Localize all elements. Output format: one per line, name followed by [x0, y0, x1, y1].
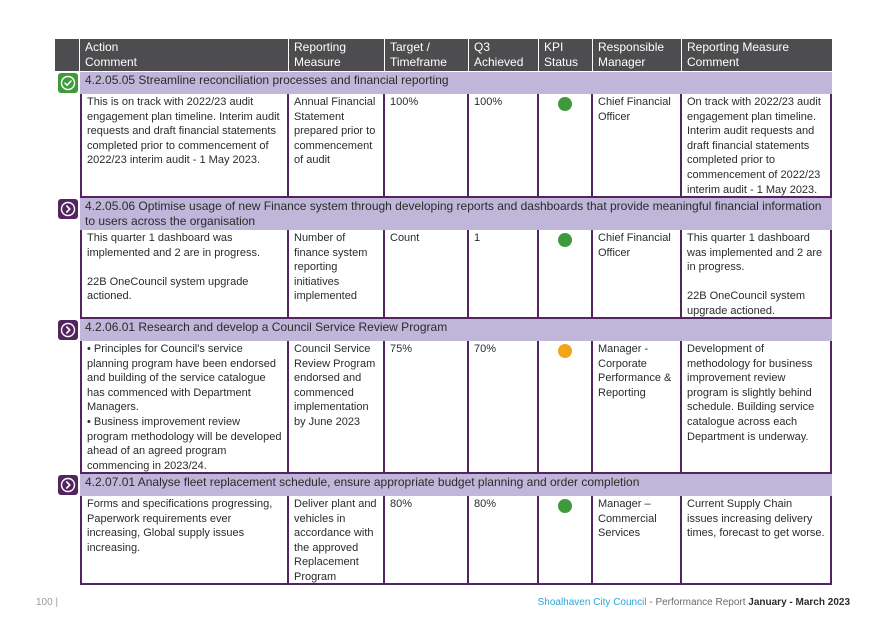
chevron-right-circle-icon	[58, 199, 78, 219]
page-number: 100 |	[36, 597, 59, 608]
target-cell: Count	[385, 230, 469, 317]
organisation-name: Shoalhaven City Council	[537, 597, 647, 608]
table-row	[80, 230, 832, 319]
chevron-right-circle-icon	[58, 320, 78, 340]
section-title: 4.2.07.01 Analyse fleet replacement schedule, ensure appropriate budget planning and order completion	[80, 474, 832, 496]
header-measure-comment: Reporting Measure Comment	[687, 40, 790, 69]
status-dot-icon	[558, 499, 572, 513]
report-name: - Performance Report	[646, 597, 749, 608]
kpi-status-cell	[539, 496, 593, 583]
responsible-manager-cell: Manager – Commercial Services	[593, 496, 682, 583]
measure-comment-cell: On track with 2022/23 audit engagement plan timeline. Interim audit requests and draft financial statements completed prior to commencement of 2022/23 interim audit - 1 May 2023.	[687, 96, 821, 196]
report-title	[538, 597, 850, 608]
reporting-measure-cell: Number of finance system reporting initiatives implemented	[289, 230, 385, 317]
responsible-manager-cell: Chief Financial Officer	[593, 230, 682, 317]
header-responsible-manager: Responsible Manager	[593, 39, 682, 71]
table-row	[80, 496, 832, 585]
action-comment-cell: Forms and specifications progressing, Paperwork requirements ever increasing, Global supply issues increasing.	[82, 496, 289, 583]
achieved-cell: 70%	[469, 341, 539, 472]
action-comment-cell: • Principles for Council's service planning program have been endorsed and building of the service catalogue has commenced with Department Managers. • Business improvement review program methodology will be developed ahead of an agreed program commencing in 2023/24.	[82, 341, 289, 472]
reporting-measure-cell: Council Service Review Program endorsed and commenced implementation by June 2023	[289, 341, 385, 472]
reporting-measure-cell: Annual Financial Statement prepared prior to commencement of audit	[289, 94, 385, 196]
kpi-status-cell	[539, 341, 593, 472]
header-reporting-measure: Reporting Measure	[289, 39, 385, 71]
target-cell: 80%	[385, 496, 469, 583]
section-header	[55, 72, 832, 94]
measure-comment-cell: This quarter 1 dashboard was implemented and 2 are in progress. 22B OneCouncil system upgrade actioned.	[687, 232, 823, 317]
header-target: Target / Timeframe	[385, 39, 469, 71]
action-comment-cell: This is on track with 2022/23 audit engagement plan timeline. Interim audit requests and draft financial statements completed prior to commencement of 2022/23 interim audit - 1 May 2023.	[82, 94, 289, 196]
measure-comment-cell: Current Supply Chain issues increasing delivery times, forecast to get worse.	[687, 498, 825, 540]
chevron-right-circle-icon	[58, 475, 78, 495]
kpi-status-cell	[539, 230, 593, 317]
reporting-measure-cell: Deliver plant and vehicles in accordance with the approved Replacement Program	[289, 496, 385, 583]
section-title: 4.2.05.05 Streamline reconciliation processes and financial reporting	[80, 72, 832, 94]
achieved-cell: 80%	[469, 496, 539, 583]
section-title: 4.2.05.06 Optimise usage of new Finance system through developing reports and dashboards that provide meaningful financial information to users across the organisation	[80, 198, 832, 230]
status-dot-icon	[558, 344, 572, 358]
header-achieved: Q3 Achieved	[469, 39, 539, 71]
header-icon-spacer	[55, 39, 80, 71]
status-dot-icon	[558, 97, 572, 111]
section-header	[55, 474, 832, 496]
responsible-manager-cell: Manager - Corporate Performance & Reporting	[593, 341, 682, 472]
table-row	[80, 341, 832, 474]
header-kpi-status: KPI Status	[539, 39, 593, 71]
table-row	[80, 94, 832, 198]
responsible-manager-cell: Chief Financial Officer	[593, 94, 682, 196]
target-cell: 100%	[385, 94, 469, 196]
status-dot-icon	[558, 233, 572, 247]
achieved-cell: 100%	[469, 94, 539, 196]
section-header	[55, 198, 832, 230]
report-period: January - March 2023	[748, 597, 850, 608]
performance-table	[55, 39, 832, 585]
kpi-status-cell	[539, 94, 593, 196]
check-circle-icon	[58, 73, 78, 93]
section-header	[55, 319, 832, 341]
action-comment-cell: This quarter 1 dashboard was implemented and 2 are in progress. 22B OneCouncil system upgrade actioned.	[82, 230, 289, 317]
section-title: 4.2.06.01 Research and develop a Council Service Review Program	[80, 319, 832, 341]
table-header	[55, 39, 832, 71]
target-cell: 75%	[385, 341, 469, 472]
measure-comment-cell: Development of methodology for business improvement review program is slightly behind schedule. Building service catalogue across each Department is underway.	[687, 343, 815, 443]
achieved-cell: 1	[469, 230, 539, 317]
header-action-comment: Action Comment	[80, 39, 289, 71]
